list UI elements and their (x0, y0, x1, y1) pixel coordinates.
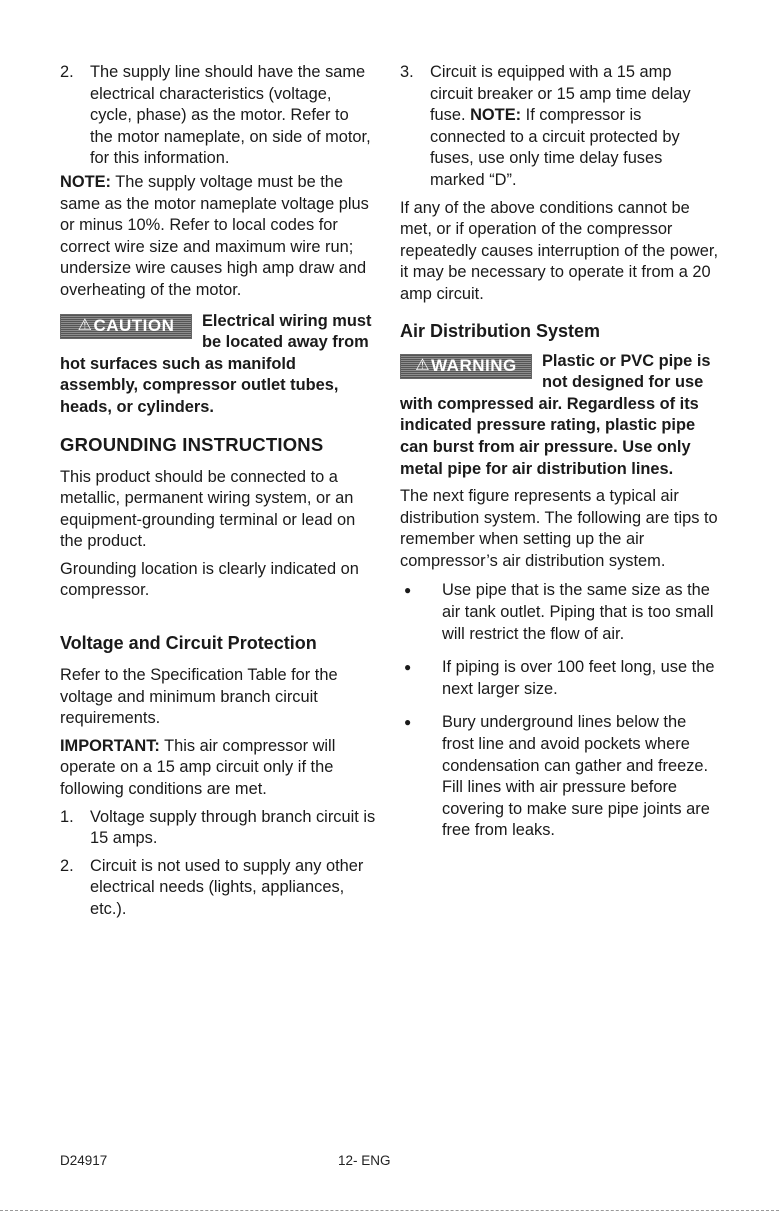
page-number: 12- ENG (338, 1153, 391, 1168)
voltage-heading: Voltage and Circuit Protection (60, 633, 317, 654)
item-text: Circuit is not used to supply any other electrical needs (lights, appliances, etc.). (90, 856, 364, 918)
note-paragraph (60, 172, 376, 302)
note-text: The supply voltage must be the same as the motor nameplate voltage plus or minus 10%. Refer to local codes for correct wire size and maximum wire run; undersize wire causes high amp draw and overheating of the motor. (60, 172, 369, 299)
list-item (400, 712, 718, 842)
right-column (400, 62, 718, 842)
air-distribution-heading: Air Distribution System (400, 320, 601, 341)
note-label: NOTE: (470, 106, 522, 125)
item-text (430, 62, 718, 192)
numbered-item (400, 62, 718, 192)
warning-block (400, 351, 718, 481)
warning-triangle-icon: ⚠ (77, 317, 93, 335)
warning-text: Plastic or PVC pipe is not designed for use with compressed air. Regardless of its indicated pressure rating, plastic pipe can burst from air pressure. Use only metal pipe for air distribution lines. (400, 351, 711, 478)
item-number: 2. (60, 63, 74, 81)
item-number: 2. (60, 856, 74, 875)
important-label: IMPORTANT: (60, 736, 160, 755)
list-item (400, 580, 718, 645)
item-text: Voltage supply through branch circuit is 15 amps. (90, 807, 376, 848)
item-text: The supply line should have the same electrical characteristics (voltage, cycle, phase) as the motor. Refer to the motor nameplate, on side of motor, for this information. (90, 63, 371, 168)
item-text-part: If compressor is connected to a circuit protected by fuses, use only time delay fuses marked “D”. (430, 106, 680, 189)
grounding-paragraph-1: This product should be connected to a metallic, permanent wiring system, or an equipment-grounding terminal or lead on the product. (60, 467, 356, 551)
numbered-item (60, 856, 376, 921)
caution-badge (60, 314, 192, 339)
bullet-icon: ● (404, 660, 412, 675)
caution-badge-label: CAUTION (93, 316, 175, 336)
list-item-text: Bury underground lines below the frost line and avoid pockets where condensation can gather and freeze. Fill lines with air pressure before covering to make sure pipe joints are free from leaks. (442, 713, 710, 840)
list-item-text: If piping is over 100 feet long, use the next larger size. (442, 658, 715, 698)
numbered-item (60, 807, 376, 850)
numbered-item (60, 62, 376, 170)
bottom-divider (0, 1210, 779, 1211)
voltage-paragraph: Refer to the Specification Table for the voltage and minimum branch circuit requirements. (60, 666, 338, 728)
air-distribution-paragraph: The next figure represents a typical air distribution system. The following are tips to remember when setting up the air compressor’s air distribution system. (400, 487, 718, 570)
bullet-icon: ● (404, 715, 412, 730)
warning-triangle-icon: ⚠ (415, 357, 431, 375)
important-paragraph (60, 736, 376, 801)
warning-badge (400, 354, 532, 379)
grounding-paragraph-2: Grounding location is clearly indicated on compressor. (60, 559, 359, 600)
item-number: 3. (400, 63, 414, 81)
item-text-part: Circuit is equipped with a 15 amp circuit breaker or 15 amp time delay fuse. (430, 63, 691, 125)
caution-text: Electrical wiring must be located away from hot surfaces such as manifold assembly, compressor outlet tubes, heads, or cylinders. (60, 311, 372, 416)
list-item (400, 657, 718, 700)
left-column (60, 62, 376, 921)
grounding-heading: GROUNDING INSTRUCTIONS (60, 433, 324, 455)
bullet-icon: ● (404, 583, 412, 598)
document-number: D24917 (60, 1153, 108, 1168)
item-number: 1. (60, 807, 74, 826)
caution-block (60, 311, 376, 419)
list-item-text: Use pipe that is the same size as the air tank outlet. Piping that is too small will restrict the flow of air. (442, 581, 714, 643)
conditions-paragraph: If any of the above conditions cannot be met, or if operation of the compressor repeatedly causes interruption of the power, it may be necessary to operate it from a 20 amp circuit. (400, 198, 718, 303)
note-label: NOTE: (60, 172, 111, 191)
important-text: This air compressor will operate on a 15 amp circuit only if the following conditions are met. (60, 736, 336, 799)
warning-badge-label: WARNING (431, 356, 517, 376)
